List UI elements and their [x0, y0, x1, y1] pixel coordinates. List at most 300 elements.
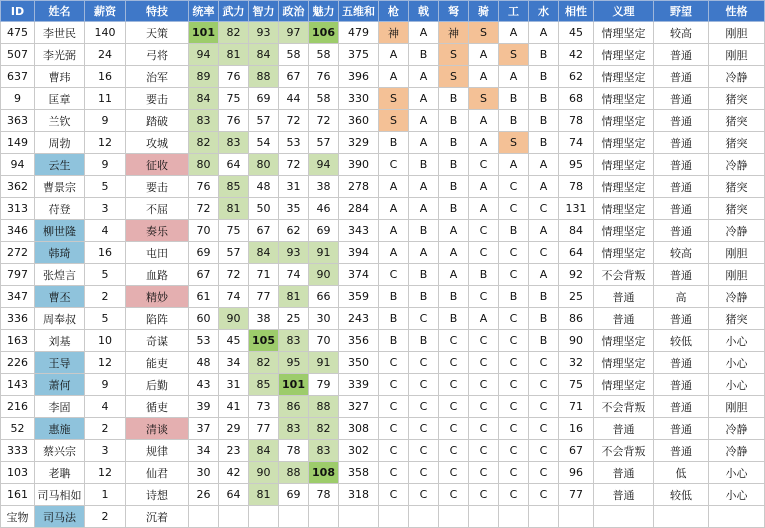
cell-skill[interactable]: 规律 [126, 440, 189, 462]
cell-salary[interactable]: 11 [85, 88, 126, 110]
table-row[interactable] [1, 242, 765, 264]
cell-int[interactable]: 85 [249, 374, 279, 396]
cell-ambition[interactable]: 普通 [654, 264, 709, 286]
cell-eng[interactable]: C [499, 330, 529, 352]
cell-cav[interactable]: B [469, 264, 499, 286]
column-header-id[interactable]: ID [1, 1, 35, 22]
cell-int[interactable]: 38 [249, 308, 279, 330]
cell-salary[interactable]: 5 [85, 308, 126, 330]
cell-water[interactable]: A [529, 154, 559, 176]
cell-salary[interactable]: 12 [85, 352, 126, 374]
cell-personality[interactable]: 冷静 [709, 66, 765, 88]
cell-skill[interactable]: 天策 [126, 22, 189, 44]
cell-skill[interactable]: 要击 [126, 176, 189, 198]
table-row[interactable] [1, 132, 765, 154]
cell-lead[interactable]: 67 [189, 264, 219, 286]
cell-cav[interactable]: C [469, 220, 499, 242]
cell-id[interactable]: 226 [1, 352, 35, 374]
cell-id[interactable]: 313 [1, 198, 35, 220]
cell-spear[interactable]: C [379, 264, 409, 286]
cell-name[interactable]: 老聃 [35, 462, 85, 484]
cell-int[interactable]: 82 [249, 352, 279, 374]
cell-spear[interactable]: C [379, 374, 409, 396]
cell-ambition[interactable]: 普通 [654, 440, 709, 462]
cell-water[interactable]: B [529, 308, 559, 330]
cell-eng[interactable]: C [499, 418, 529, 440]
cell-loyalty[interactable]: 不会背叛 [594, 396, 654, 418]
cell-war[interactable]: 41 [219, 396, 249, 418]
cell-water[interactable]: C [529, 374, 559, 396]
cell-eng[interactable]: B [499, 220, 529, 242]
cell-int[interactable]: 77 [249, 418, 279, 440]
cell-halberd[interactable]: C [409, 396, 439, 418]
cell-personality[interactable] [709, 506, 765, 528]
column-header-compat[interactable]: 相性 [559, 1, 594, 22]
cell-spear[interactable]: A [379, 176, 409, 198]
cell-pol[interactable]: 97 [279, 22, 309, 44]
cell-ambition[interactable]: 较高 [654, 22, 709, 44]
cell-pol[interactable]: 86 [279, 396, 309, 418]
cell-salary[interactable]: 2 [85, 286, 126, 308]
cell-id[interactable]: 宝物 [1, 506, 35, 528]
cell-eng[interactable]: C [499, 242, 529, 264]
cell-lead[interactable]: 34 [189, 440, 219, 462]
cell-water[interactable]: A [529, 264, 559, 286]
column-header-int[interactable]: 智力 [249, 1, 279, 22]
cell-water[interactable]: B [529, 132, 559, 154]
cell-bow[interactable]: S [439, 44, 469, 66]
cell-ambition[interactable]: 普通 [654, 198, 709, 220]
cell-personality[interactable]: 小心 [709, 352, 765, 374]
cell-bow[interactable]: A [439, 220, 469, 242]
cell-id[interactable]: 363 [1, 110, 35, 132]
cell-int[interactable]: 93 [249, 22, 279, 44]
column-header-personality[interactable]: 性格 [709, 1, 765, 22]
cell-lead[interactable]: 76 [189, 176, 219, 198]
cell-personality[interactable]: 冷静 [709, 440, 765, 462]
cell-spear[interactable]: S [379, 88, 409, 110]
column-header-bow[interactable]: 弩 [439, 1, 469, 22]
cell-spear[interactable]: C [379, 418, 409, 440]
cell-cav[interactable]: A [469, 44, 499, 66]
cell-id[interactable]: 797 [1, 264, 35, 286]
cell-water[interactable]: B [529, 286, 559, 308]
cell-cha[interactable]: 58 [309, 88, 339, 110]
cell-int[interactable]: 57 [249, 110, 279, 132]
column-header-water[interactable]: 水 [529, 1, 559, 22]
cell-bow[interactable]: B [439, 308, 469, 330]
cell-war[interactable]: 74 [219, 286, 249, 308]
cell-ambition[interactable]: 普通 [654, 220, 709, 242]
cell-total[interactable]: 243 [339, 308, 379, 330]
cell-bow[interactable]: B [439, 110, 469, 132]
cell-salary[interactable]: 9 [85, 110, 126, 132]
cell-personality[interactable]: 小心 [709, 484, 765, 506]
table-row[interactable] [1, 198, 765, 220]
table-row[interactable] [1, 66, 765, 88]
cell-lead[interactable]: 60 [189, 308, 219, 330]
cell-cav[interactable]: C [469, 418, 499, 440]
cell-name[interactable]: 曹丕 [35, 286, 85, 308]
cell-loyalty[interactable]: 情理坚定 [594, 374, 654, 396]
cell-bow[interactable] [439, 506, 469, 528]
cell-cav[interactable]: A [469, 110, 499, 132]
cell-spear[interactable]: S [379, 110, 409, 132]
cell-salary[interactable]: 2 [85, 506, 126, 528]
table-row[interactable] [1, 396, 765, 418]
cell-id[interactable]: 9 [1, 88, 35, 110]
cell-cav[interactable]: A [469, 176, 499, 198]
cell-eng[interactable]: C [499, 264, 529, 286]
cell-id[interactable]: 336 [1, 308, 35, 330]
column-header-salary[interactable]: 薪资 [85, 1, 126, 22]
cell-personality[interactable]: 小心 [709, 374, 765, 396]
cell-id[interactable]: 346 [1, 220, 35, 242]
cell-lead[interactable]: 43 [189, 374, 219, 396]
cell-eng[interactable]: C [499, 440, 529, 462]
cell-halberd[interactable]: A [409, 88, 439, 110]
cell-ambition[interactable]: 普通 [654, 44, 709, 66]
cell-salary[interactable]: 3 [85, 440, 126, 462]
cell-total[interactable]: 359 [339, 286, 379, 308]
cell-ambition[interactable]: 较低 [654, 484, 709, 506]
cell-lead[interactable]: 69 [189, 242, 219, 264]
cell-compat[interactable]: 68 [559, 88, 594, 110]
cell-eng[interactable]: B [499, 286, 529, 308]
cell-spear[interactable] [379, 506, 409, 528]
cell-eng[interactable]: C [499, 484, 529, 506]
cell-name[interactable]: 云生 [35, 154, 85, 176]
table-row[interactable] [1, 22, 765, 44]
cell-spear[interactable]: C [379, 154, 409, 176]
cell-skill[interactable]: 诗想 [126, 484, 189, 506]
cell-cha[interactable]: 66 [309, 286, 339, 308]
cell-personality[interactable]: 冷静 [709, 154, 765, 176]
cell-war[interactable]: 75 [219, 220, 249, 242]
cell-cha[interactable]: 94 [309, 154, 339, 176]
cell-ambition[interactable]: 普通 [654, 374, 709, 396]
cell-cha[interactable]: 58 [309, 44, 339, 66]
cell-total[interactable]: 479 [339, 22, 379, 44]
cell-water[interactable]: C [529, 462, 559, 484]
cell-id[interactable]: 216 [1, 396, 35, 418]
cell-eng[interactable]: C [499, 462, 529, 484]
cell-loyalty[interactable]: 情理坚定 [594, 110, 654, 132]
cell-water[interactable]: C [529, 198, 559, 220]
cell-compat[interactable]: 96 [559, 462, 594, 484]
cell-spear[interactable]: B [379, 132, 409, 154]
cell-salary[interactable]: 9 [85, 154, 126, 176]
table-row[interactable] [1, 110, 765, 132]
cell-war[interactable]: 75 [219, 88, 249, 110]
cell-bow[interactable]: C [439, 374, 469, 396]
cell-cav[interactable]: C [469, 396, 499, 418]
cell-salary[interactable]: 12 [85, 132, 126, 154]
cell-war[interactable]: 29 [219, 418, 249, 440]
cell-spear[interactable]: A [379, 220, 409, 242]
cell-cha[interactable]: 83 [309, 440, 339, 462]
cell-pol[interactable]: 53 [279, 132, 309, 154]
cell-int[interactable]: 80 [249, 154, 279, 176]
cell-name[interactable]: 苻登 [35, 198, 85, 220]
cell-spear[interactable]: B [379, 308, 409, 330]
column-header-skill[interactable]: 特技 [126, 1, 189, 22]
cell-bow[interactable]: C [439, 418, 469, 440]
cell-skill[interactable]: 奏乐 [126, 220, 189, 242]
cell-total[interactable]: 396 [339, 66, 379, 88]
cell-name[interactable]: 匡章 [35, 88, 85, 110]
cell-personality[interactable]: 冷静 [709, 220, 765, 242]
cell-pol[interactable]: 101 [279, 374, 309, 396]
cell-cav[interactable]: C [469, 330, 499, 352]
cell-int[interactable]: 71 [249, 264, 279, 286]
cell-ambition[interactable]: 普通 [654, 66, 709, 88]
cell-salary[interactable]: 2 [85, 418, 126, 440]
cell-skill[interactable]: 征收 [126, 154, 189, 176]
cell-eng[interactable]: A [499, 66, 529, 88]
column-header-pol[interactable]: 政治 [279, 1, 309, 22]
cell-pol[interactable]: 95 [279, 352, 309, 374]
cell-loyalty[interactable] [594, 506, 654, 528]
cell-compat[interactable]: 75 [559, 374, 594, 396]
cell-war[interactable]: 31 [219, 374, 249, 396]
cell-eng[interactable]: A [499, 154, 529, 176]
cell-pol[interactable]: 44 [279, 88, 309, 110]
cell-lead[interactable]: 53 [189, 330, 219, 352]
cell-id[interactable]: 333 [1, 440, 35, 462]
cell-total[interactable]: 339 [339, 374, 379, 396]
cell-halberd[interactable]: A [409, 66, 439, 88]
cell-halberd[interactable]: A [409, 110, 439, 132]
cell-salary[interactable]: 140 [85, 22, 126, 44]
cell-salary[interactable]: 4 [85, 220, 126, 242]
cell-compat[interactable]: 92 [559, 264, 594, 286]
cell-cav[interactable]: S [469, 88, 499, 110]
cell-cav[interactable]: A [469, 66, 499, 88]
cell-eng[interactable]: B [499, 88, 529, 110]
cell-loyalty[interactable]: 普通 [594, 462, 654, 484]
cell-salary[interactable]: 5 [85, 176, 126, 198]
cell-war[interactable]: 83 [219, 132, 249, 154]
cell-total[interactable]: 375 [339, 44, 379, 66]
cell-war[interactable]: 34 [219, 352, 249, 374]
cell-skill[interactable]: 精妙 [126, 286, 189, 308]
table-row[interactable] [1, 286, 765, 308]
table-row[interactable] [1, 154, 765, 176]
cell-compat[interactable]: 32 [559, 352, 594, 374]
cell-halberd[interactable]: C [409, 352, 439, 374]
cell-halberd[interactable]: A [409, 132, 439, 154]
cell-spear[interactable]: C [379, 484, 409, 506]
cell-pol[interactable]: 62 [279, 220, 309, 242]
cell-name[interactable]: 司马法 [35, 506, 85, 528]
cell-ambition[interactable]: 普通 [654, 352, 709, 374]
cell-total[interactable]: 360 [339, 110, 379, 132]
cell-pol[interactable]: 74 [279, 264, 309, 286]
cell-pol[interactable]: 31 [279, 176, 309, 198]
cell-name[interactable]: 曹玮 [35, 66, 85, 88]
cell-bow[interactable]: 神 [439, 22, 469, 44]
cell-bow[interactable]: A [439, 242, 469, 264]
cell-cav[interactable]: C [469, 462, 499, 484]
cell-water[interactable]: A [529, 176, 559, 198]
cell-bow[interactable]: C [439, 462, 469, 484]
cell-name[interactable]: 李世民 [35, 22, 85, 44]
table-row[interactable] [1, 352, 765, 374]
cell-skill[interactable]: 清谈 [126, 418, 189, 440]
cell-compat[interactable]: 25 [559, 286, 594, 308]
cell-spear[interactable]: C [379, 440, 409, 462]
cell-halberd[interactable]: C [409, 308, 439, 330]
cell-id[interactable]: 52 [1, 418, 35, 440]
cell-lead[interactable]: 48 [189, 352, 219, 374]
cell-total[interactable] [339, 506, 379, 528]
cell-salary[interactable]: 16 [85, 242, 126, 264]
cell-salary[interactable]: 24 [85, 44, 126, 66]
cell-total[interactable]: 327 [339, 396, 379, 418]
cell-compat[interactable]: 84 [559, 220, 594, 242]
cell-cav[interactable]: A [469, 198, 499, 220]
cell-bow[interactable]: B [439, 176, 469, 198]
cell-war[interactable]: 81 [219, 198, 249, 220]
cell-lead[interactable]: 61 [189, 286, 219, 308]
cell-eng[interactable] [499, 506, 529, 528]
column-header-name[interactable]: 姓名 [35, 1, 85, 22]
cell-lead[interactable]: 89 [189, 66, 219, 88]
cell-name[interactable]: 蔡兴宗 [35, 440, 85, 462]
cell-bow[interactable]: A [439, 264, 469, 286]
cell-total[interactable]: 343 [339, 220, 379, 242]
cell-total[interactable]: 390 [339, 154, 379, 176]
cell-compat[interactable]: 95 [559, 154, 594, 176]
column-header-cha[interactable]: 魅力 [309, 1, 339, 22]
cell-lead[interactable]: 70 [189, 220, 219, 242]
cell-cha[interactable]: 38 [309, 176, 339, 198]
cell-cha[interactable]: 30 [309, 308, 339, 330]
cell-personality[interactable]: 冷静 [709, 286, 765, 308]
cell-lead[interactable]: 101 [189, 22, 219, 44]
cell-ambition[interactable] [654, 506, 709, 528]
cell-loyalty[interactable]: 情理坚定 [594, 88, 654, 110]
cell-salary[interactable]: 1 [85, 484, 126, 506]
cell-total[interactable]: 308 [339, 418, 379, 440]
cell-cha[interactable]: 90 [309, 264, 339, 286]
cell-war[interactable]: 64 [219, 484, 249, 506]
cell-cav[interactable]: A [469, 132, 499, 154]
cell-bow[interactable]: B [439, 198, 469, 220]
cell-cha[interactable]: 91 [309, 242, 339, 264]
cell-personality[interactable]: 猪突 [709, 198, 765, 220]
cell-salary[interactable]: 12 [85, 462, 126, 484]
cell-ambition[interactable]: 较低 [654, 330, 709, 352]
cell-loyalty[interactable]: 情理坚定 [594, 66, 654, 88]
cell-water[interactable]: C [529, 440, 559, 462]
cell-cav[interactable]: C [469, 440, 499, 462]
cell-ambition[interactable]: 普通 [654, 132, 709, 154]
cell-skill[interactable]: 仙君 [126, 462, 189, 484]
cell-halberd[interactable]: C [409, 374, 439, 396]
cell-cav[interactable]: C [469, 286, 499, 308]
table-row[interactable] [1, 484, 765, 506]
cell-cav[interactable]: A [469, 308, 499, 330]
cell-total[interactable]: 329 [339, 132, 379, 154]
table-row[interactable] [1, 176, 765, 198]
cell-int[interactable]: 77 [249, 286, 279, 308]
cell-name[interactable]: 刘基 [35, 330, 85, 352]
cell-loyalty[interactable]: 情理坚定 [594, 132, 654, 154]
cell-compat[interactable]: 78 [559, 176, 594, 198]
cell-personality[interactable]: 刚胆 [709, 44, 765, 66]
cell-salary[interactable]: 9 [85, 374, 126, 396]
cell-salary[interactable]: 3 [85, 198, 126, 220]
cell-war[interactable]: 57 [219, 242, 249, 264]
table-row[interactable] [1, 264, 765, 286]
cell-water[interactable]: B [529, 88, 559, 110]
cell-cha[interactable]: 106 [309, 22, 339, 44]
cell-spear[interactable]: C [379, 462, 409, 484]
cell-lead[interactable]: 84 [189, 88, 219, 110]
cell-war[interactable]: 76 [219, 110, 249, 132]
cell-name[interactable]: 周奉叔 [35, 308, 85, 330]
cell-compat[interactable]: 71 [559, 396, 594, 418]
table-row[interactable] [1, 44, 765, 66]
column-header-war[interactable]: 武力 [219, 1, 249, 22]
cell-lead[interactable]: 72 [189, 198, 219, 220]
table-row[interactable] [1, 462, 765, 484]
cell-lead[interactable]: 82 [189, 132, 219, 154]
cell-ambition[interactable]: 普通 [654, 88, 709, 110]
cell-compat[interactable]: 78 [559, 110, 594, 132]
cell-ambition[interactable]: 普通 [654, 110, 709, 132]
cell-pol[interactable]: 83 [279, 330, 309, 352]
cell-war[interactable]: 42 [219, 462, 249, 484]
cell-int[interactable]: 67 [249, 220, 279, 242]
cell-int[interactable]: 84 [249, 44, 279, 66]
cell-bow[interactable]: B [439, 286, 469, 308]
cell-skill[interactable]: 循吏 [126, 396, 189, 418]
cell-compat[interactable]: 131 [559, 198, 594, 220]
cell-lead[interactable]: 39 [189, 396, 219, 418]
cell-id[interactable]: 347 [1, 286, 35, 308]
cell-skill[interactable]: 要击 [126, 88, 189, 110]
cell-name[interactable]: 李固 [35, 396, 85, 418]
cell-eng[interactable]: S [499, 132, 529, 154]
cell-water[interactable]: B [529, 330, 559, 352]
cell-cav[interactable]: C [469, 374, 499, 396]
cell-skill[interactable]: 沉着 [126, 506, 189, 528]
cell-bow[interactable]: C [439, 352, 469, 374]
cell-war[interactable]: 23 [219, 440, 249, 462]
cell-int[interactable]: 88 [249, 66, 279, 88]
cell-name[interactable]: 张煌言 [35, 264, 85, 286]
cell-int[interactable]: 81 [249, 484, 279, 506]
table-row[interactable] [1, 374, 765, 396]
cell-cha[interactable]: 46 [309, 198, 339, 220]
cell-name[interactable]: 萧何 [35, 374, 85, 396]
cell-war[interactable]: 85 [219, 176, 249, 198]
cell-water[interactable]: C [529, 418, 559, 440]
cell-id[interactable]: 475 [1, 22, 35, 44]
cell-eng[interactable]: C [499, 396, 529, 418]
cell-total[interactable]: 284 [339, 198, 379, 220]
cell-halberd[interactable] [409, 506, 439, 528]
cell-bow[interactable]: S [439, 66, 469, 88]
cell-ambition[interactable]: 较高 [654, 242, 709, 264]
cell-pol[interactable]: 35 [279, 198, 309, 220]
cell-compat[interactable]: 90 [559, 330, 594, 352]
cell-halberd[interactable]: C [409, 440, 439, 462]
cell-cav[interactable]: C [469, 154, 499, 176]
